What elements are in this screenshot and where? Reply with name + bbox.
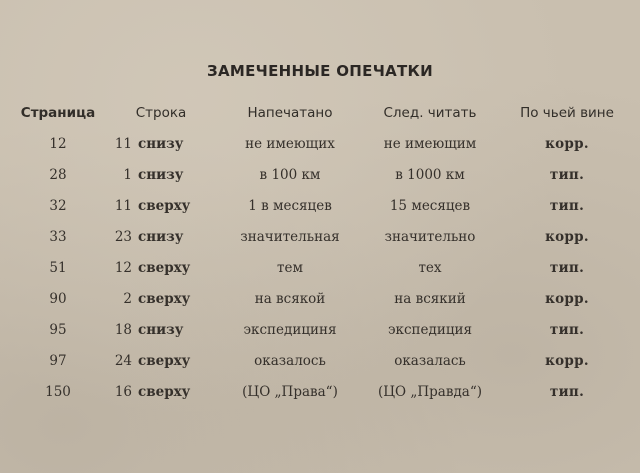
line-direction: сверху — [138, 383, 191, 400]
line-number: 12 — [114, 259, 132, 276]
cell-should-read: в 1000 км — [395, 166, 465, 183]
cell-line — [102, 376, 220, 407]
cell-blame: тип. — [549, 321, 585, 338]
cell-blame: корр. — [545, 352, 589, 369]
line-number: 1 — [123, 166, 132, 183]
cell-printed: экспедициня — [243, 321, 337, 338]
cell-line — [102, 283, 220, 314]
line-direction: снизу — [138, 228, 184, 245]
cell-should-read: экспедиция — [387, 321, 473, 338]
cell-line — [102, 128, 220, 159]
line-number: 24 — [114, 352, 132, 369]
line-number: 11 — [114, 197, 132, 214]
header-row — [14, 98, 634, 128]
cell-line — [102, 345, 220, 376]
cell-printed: тем — [277, 259, 303, 276]
table-row — [14, 314, 634, 345]
cell-blame: корр. — [545, 290, 589, 307]
errata-title: ЗАМЕЧЕННЫЕ ОПЕЧАТКИ — [207, 62, 433, 80]
errata-table — [14, 98, 634, 407]
errata-body — [14, 128, 634, 407]
cell-blame: тип. — [549, 259, 585, 276]
cell-blame: корр. — [545, 135, 589, 152]
cell-page: 51 — [49, 259, 67, 276]
cell-blame: тип. — [549, 166, 585, 183]
table-row — [14, 159, 634, 190]
cell-page: 95 — [49, 321, 67, 338]
cell-page: 33 — [49, 228, 67, 245]
header-line: Строка — [135, 105, 187, 121]
cell-printed: оказалось — [254, 352, 326, 369]
table-row — [14, 345, 634, 376]
cell-line — [102, 252, 220, 283]
line-number: 2 — [123, 290, 132, 307]
cell-page: 90 — [49, 290, 67, 307]
cell-blame: корр. — [545, 228, 589, 245]
cell-printed: не имеющих — [245, 135, 335, 152]
line-direction: снизу — [138, 166, 184, 183]
line-number: 23 — [114, 228, 132, 245]
cell-printed: 1 в месяцев — [248, 197, 332, 214]
cell-printed: (ЦО „Права“) — [242, 383, 338, 400]
table-row — [14, 283, 634, 314]
line-direction: сверху — [138, 197, 191, 214]
cell-line — [102, 314, 220, 345]
cell-line — [102, 190, 220, 221]
cell-blame: тип. — [549, 383, 585, 400]
cell-should-read: на всякий — [394, 290, 466, 307]
cell-printed: значительная — [240, 228, 340, 245]
cell-printed: на всякой — [254, 290, 326, 307]
cell-should-read: значительно — [384, 228, 476, 245]
cell-line — [102, 221, 220, 252]
cell-should-read: не имеющим — [383, 135, 477, 152]
header-should-read: След. читать — [383, 105, 477, 121]
cell-page: 28 — [49, 166, 67, 183]
table-row — [14, 376, 634, 407]
table-row — [14, 252, 634, 283]
table-row — [14, 128, 634, 159]
cell-should-read: 15 месяцев — [389, 197, 471, 214]
cell-blame: тип. — [549, 197, 585, 214]
cell-printed: в 100 км — [259, 166, 321, 183]
cell-should-read: (ЦО „Правда“) — [378, 383, 482, 400]
line-direction: сверху — [138, 352, 191, 369]
header-blame: По чьей вине — [520, 105, 614, 121]
line-direction: сверху — [138, 290, 191, 307]
header-page: Страница — [20, 105, 96, 121]
line-direction: сверху — [138, 259, 191, 276]
cell-page: 12 — [49, 135, 67, 152]
line-number: 11 — [114, 135, 132, 152]
line-number: 18 — [114, 321, 132, 338]
line-direction: снизу — [138, 321, 184, 338]
cell-page: 97 — [49, 352, 67, 369]
table-row — [14, 190, 634, 221]
cell-line — [102, 159, 220, 190]
line-number: 16 — [114, 383, 132, 400]
table-row — [14, 221, 634, 252]
line-direction: снизу — [138, 135, 184, 152]
cell-should-read: тех — [418, 259, 442, 276]
cell-should-read: оказалась — [394, 352, 466, 369]
header-printed: Напечатано — [247, 105, 333, 121]
cell-page: 32 — [49, 197, 67, 214]
cell-page: 150 — [45, 383, 71, 400]
